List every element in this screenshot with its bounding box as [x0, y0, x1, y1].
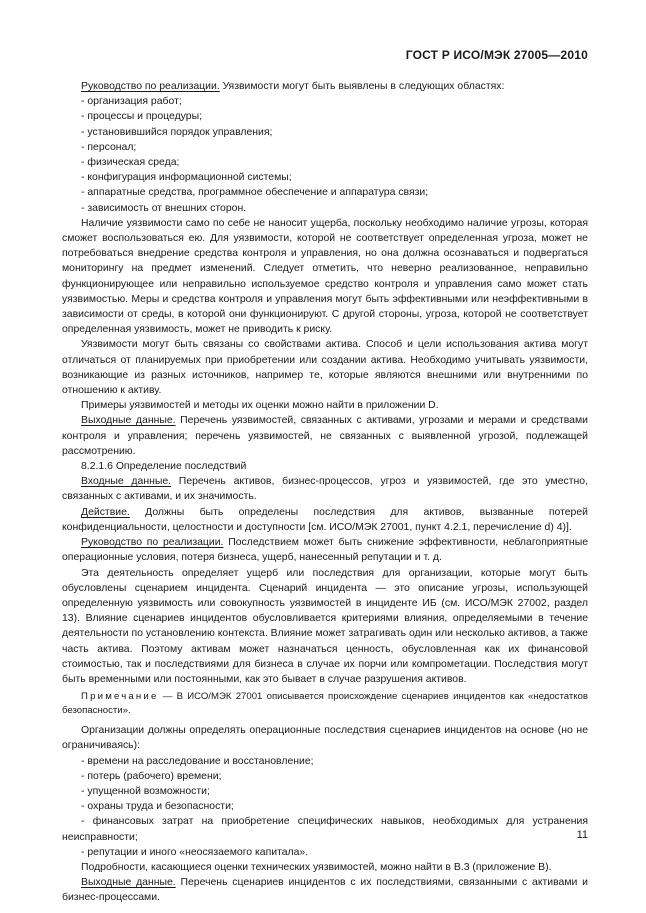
paragraph-text: Перечень активов, бизнес-процессов, угроз и уязвимостей, где это уместно, связанных с активами, и их значимость. — [62, 476, 588, 503]
list-item: - упущенной возможности; — [81, 785, 210, 797]
paragraph — [62, 413, 588, 459]
list-item: - времени на расследование и восстановление; — [81, 755, 314, 767]
paragraph-text: Уязвимости могут быть выявлены в следующих областях: — [219, 81, 505, 92]
list-item: - персонал; — [81, 141, 137, 153]
list-item: - аппаратные средства, программное обеспечение и аппаратура связи; — [81, 187, 429, 199]
list-item: - конфигурация информационной системы; — [81, 172, 292, 184]
paragraph — [62, 535, 588, 565]
standard-header: ГОСТ Р ИСО/МЭК 27005—2010 — [405, 48, 588, 62]
note-label: Примечание — [81, 691, 159, 703]
run-in-heading: Выходные данные. — [81, 415, 176, 427]
list-item: - финансовых затрат на приобретение специфических навыков, необходимых для устранения неисправности; — [62, 816, 588, 843]
list-item: - процессы и процедуры; — [81, 111, 202, 123]
paragraph: Эта деятельность определяет ущерб или последствия для организации, которые могут быть обусловлены сценарием инцидента. Сценарий инцидента — это описание угрозы, использующей определенную уязвимость или совокупность уязвимостей в инциденте ИБ (см. ИСО/МЭК 27002, раздел 13). Влияние сценариев инцидентов обусловливается критериями влияния, определяемыми в течение деятельности по установлению контекста. Влияние может затрагивать один или несколько активов, а также часть актива. Поэтому активам может назначаться ценность, обусловленная как их финансовой стоимостью, так и последствиями для бизнеса в случае их порчи или компрометации. Последствия могут быть временными или постоянными, как это бывает в случае разрушения активов. — [62, 567, 588, 685]
run-in-heading: Выходные данные. — [81, 877, 176, 889]
paragraph-text: Должны быть определены последствия для активов, вызванные потерей конфиденциальности, целостности и доступности [см. ИСО/МЭК 27001, пункт 4.2.1, перечисление d) 4)]. — [62, 506, 588, 533]
list-item: - охраны труда и безопасности; — [81, 801, 234, 813]
list-item: - организация работ; — [81, 96, 182, 108]
document-body — [62, 79, 588, 906]
paragraph: Подробности, касающиеся оценки технических уязвимостей, можно найти в В.3 (приложение В). — [81, 861, 552, 873]
paragraph — [62, 875, 588, 905]
paragraph-text: Перечень сценариев инцидентов с их последствиями, связанными с активами и бизнес-процессами. — [62, 877, 588, 904]
paragraph — [62, 79, 588, 94]
note — [62, 690, 588, 718]
paragraph: Примеры уязвимостей и методы их оценки можно найти в приложении D. — [81, 400, 439, 412]
section-heading: 8.2.1.6 Определение последствий — [81, 461, 247, 473]
paragraph — [62, 505, 588, 535]
list-item: - репутации и иного «неосязаемого капитала». — [81, 846, 309, 858]
run-in-heading: Действие. — [81, 506, 130, 518]
list-item: - установившийся порядок управления; — [81, 126, 273, 138]
run-in-heading: Руководство по реализации. — [81, 537, 224, 549]
run-in-heading: Входные данные. — [81, 476, 172, 488]
paragraph — [62, 474, 588, 504]
list-item: - потерь (рабочего) времени; — [81, 770, 222, 782]
paragraph: Организации должны определять операционные последствия сценариев инцидентов на основе (но не ограничиваясь): — [62, 725, 588, 752]
list-item: - физическая среда; — [81, 157, 180, 169]
list-item: - зависимость от внешних сторон. — [81, 202, 247, 214]
note-text: — В ИСО/МЭК 27001 описывается происхождение сценариев инцидентов как «недостатков безопасности». — [62, 691, 588, 717]
paragraph-text: Последствием может быть снижение эффективности, неблагоприятные операционные условия, потеря бизнеса, ущерб, нанесенный репутации и т. д. — [62, 537, 588, 564]
paragraph-text: Перечень уязвимостей, связанных с активами, угрозами и мерами и средствами контроля и управления; перечень уязвимостей, не связанных с выявленной угрозой, подлежащей рассмотрению. — [62, 415, 588, 457]
page-number: 11 — [576, 829, 588, 841]
paragraph: Наличие уязвимости само по себе не наносит ущерба, поскольку необходимо наличие угрозы, которая сможет воспользоваться ею. Для уязвимости, которой не соответствует определенная угроза, может не потребоваться внедрение средства контроля и управления, но она должна осознаваться и подвергаться мониторингу на предмет изменений. Следует отметить, что неверно реализованное, неправильно функционирующее или неправильно используемое средство контроля и управления само может стать уязвимостью. Меры и средства контроля и управления могут быть эффективными или неэффективными в зависимости от среды, в которой они функционируют. С другой стороны, угроза, которой не соответствует определенная уязвимость, может не приводить к риску. — [62, 217, 588, 336]
paragraph: Уязвимости могут быть связаны со свойствами актива. Способ и цели использования актива могут отличаться от планируемых при приобретении или создании актива. Необходимо учитывать уязвимости, возникающие из разных источников, например те, которые являются внешними или внутренними по отношению к активу. — [62, 339, 588, 397]
run-in-heading: Руководство по реализации. — [81, 81, 220, 92]
